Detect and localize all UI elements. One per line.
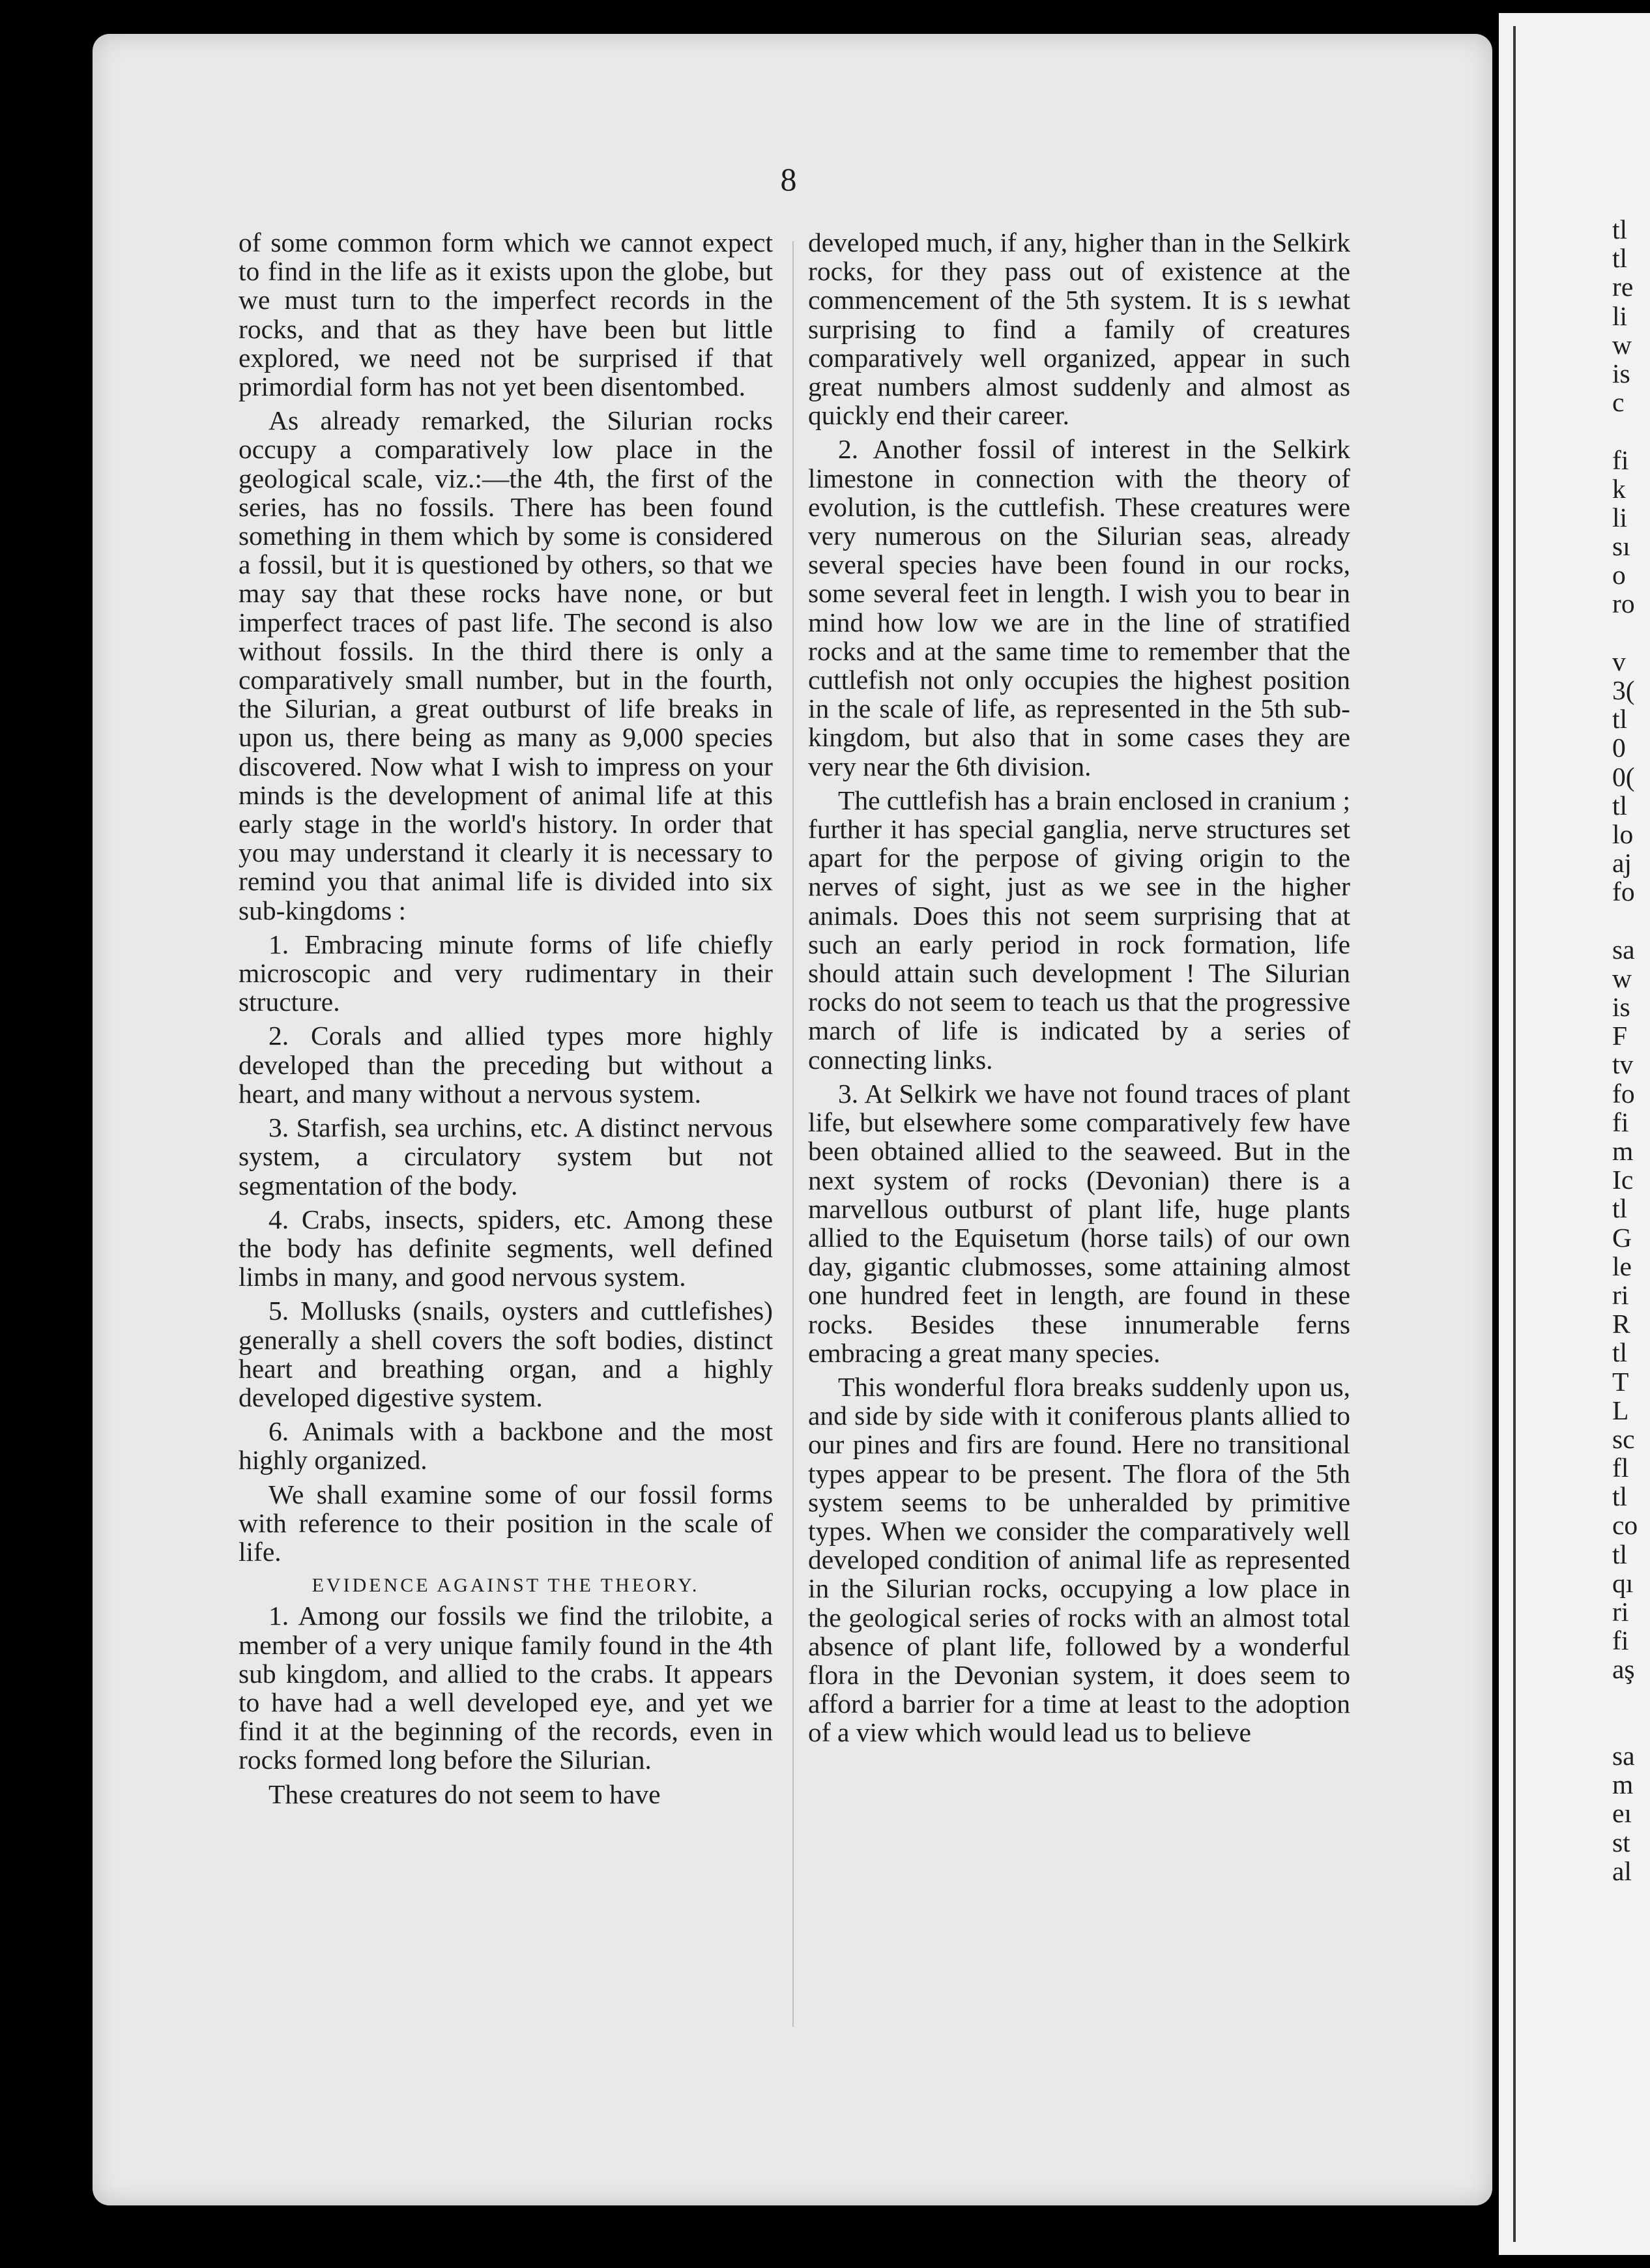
- edge-fragment: al: [1612, 1855, 1632, 1885]
- paragraph: The cuttlefish has a brain enclosed in cranium ; further it has special ganglia, nerve structures set apart for the perpose of giving origin to the nerves of sight, just as we see in the higher animals. Does this not seem surprising that at such an early period in rock formation, life should attain such development ! The Silurian rocks do not seem to teach us that the progressive march of life is indicated by a series of connecting links.: [808, 785, 1350, 1075]
- edge-fragment: is: [1612, 358, 1630, 388]
- paragraph: 6. Animals with a backbone and the most highly organized.: [239, 1416, 773, 1476]
- edge-fragment: v: [1612, 646, 1626, 676]
- paragraph: 1. Embracing minute forms of life chiefly microscopic and very rudimentary in their structure.: [239, 929, 773, 1017]
- edge-fragment: fl: [1612, 1453, 1629, 1483]
- paragraph: 3. At Selkirk we have not found traces of plant life, but elsewhere some comparatively few have been obtained allied to the seaweed. But in the next system of rocks (Devonian) there is a marvellous outburst of plant life, huge plants allied to the Equisetum (horse tails) of our own day, gigantic clubmosses, some attaining almost one hundred feet in length, are found in these rocks. Besides these innumerable ferns embracing a great many species.: [808, 1078, 1350, 1368]
- left-text-column: [239, 228, 773, 1814]
- edge-fragment: st: [1612, 1827, 1630, 1857]
- edge-fragment: [1612, 1713, 1650, 1741]
- edge-fragment: w: [1612, 329, 1632, 360]
- edge-fragment: fi: [1612, 1107, 1629, 1137]
- page-number: 8: [780, 161, 797, 197]
- edge-fragment: re: [1612, 272, 1634, 302]
- edge-fragment: m: [1612, 1136, 1634, 1166]
- paragraph: As already remarked, the Silurian rocks occupy a comparatively low place in the geological scale, viz.:—the 4th, the first of the series, has no fossils. There has been found something in them which by some is considered a fossil, but it is questioned by others, so that we may say that these rocks have none, or but imperfect traces of past life. The second is also without fossils. In the third there is only a comparatively small number, but in the fourth, the Silurian, a great outburst of life breaks in upon us, there being as many as 9,000 species discovered. Now what I wish to impress on your minds is the development of animal life at this early stage in the world's history. In order that you may understand it clearly it is necessary to remind you that animal life is divided into six sub-kingdoms :: [239, 405, 773, 925]
- paragraph: 4. Crabs, insects, spiders, etc. Among these the body has definite segments, well defined limbs in many, and good nervous system.: [239, 1204, 773, 1292]
- edge-fragment: w: [1612, 963, 1632, 993]
- paragraph: We shall examine some of our fossil forms with reference to their position in the scale of life.: [239, 1479, 773, 1567]
- edge-fragment: sa: [1612, 934, 1635, 965]
- paragraph: These creatures do not seem to have: [268, 1779, 661, 1809]
- paragraph: 1. Among our fossils we find the trilobite, a member of a very unique family found in the 4th sub kingdom, and allied to the crabs. It appears to have had a well developed eye, and yet we find it at the beginning of the records, even in rocks formed long before the Silurian.: [239, 1601, 773, 1775]
- edge-fragment: is: [1612, 992, 1630, 1023]
- edge-fragment: k: [1612, 473, 1626, 504]
- edge-fragment: ri: [1612, 1279, 1629, 1310]
- edge-fragment: [1612, 907, 1650, 935]
- right-text-column: [808, 228, 1350, 1752]
- edge-fragment: tl: [1612, 1481, 1628, 1512]
- paragraph: 3. Starfish, sea urchins, etc. A distinct nervous system, a circulatory system but not segmentation of the body.: [239, 1112, 773, 1200]
- edge-fragment: L: [1612, 1395, 1629, 1425]
- edge-fragment: tl: [1612, 704, 1628, 734]
- paragraph: of some common form which we cannot expect to find in the life as it exists upon the globe, but we must turn to the imperfect records in the rocks, and that as they have been but little explored, we need not be surprised if that primordial form has not yet been disentombed.: [239, 227, 773, 402]
- edge-fragment: aş: [1612, 1654, 1635, 1685]
- edge-fragment: [1612, 416, 1650, 445]
- paragraph: 5. Mollusks (snails, oysters and cuttlefishes) generally a shell covers the soft bodies, distinct heart and breathing organ, and a highly developed digestive system.: [239, 1296, 773, 1412]
- edge-fragment: tl: [1612, 1337, 1628, 1368]
- edge-fragment: Ic: [1612, 1165, 1634, 1195]
- edge-fragment: lo: [1612, 819, 1634, 849]
- edge-fragment: 3(: [1612, 675, 1635, 705]
- edge-fragment: li: [1612, 502, 1628, 532]
- edge-fragment: tl: [1612, 1539, 1628, 1569]
- edge-fragment: o: [1612, 560, 1626, 590]
- edge-fragment: tl: [1612, 243, 1628, 274]
- edge-fragment: [1612, 618, 1650, 647]
- edge-fragment: aj: [1612, 848, 1632, 879]
- edge-fragment: T: [1612, 1366, 1629, 1397]
- edge-fragment: tv: [1612, 1049, 1634, 1080]
- edge-fragment: c: [1612, 387, 1625, 418]
- edge-fragment: R: [1612, 1309, 1630, 1339]
- edge-fragment: co: [1612, 1510, 1638, 1541]
- edge-fragment: tl: [1612, 215, 1628, 244]
- edge-fragment: sc: [1612, 1423, 1635, 1454]
- edge-fragment: 0(: [1612, 761, 1635, 792]
- section-heading: EVIDENCE AGAINST THE THEORY.: [311, 1575, 700, 1597]
- edge-fragment: fo: [1612, 1078, 1635, 1109]
- adjacent-page-text-fragments: [1612, 215, 1650, 1885]
- paragraph: This wonderful flora breaks suddenly upon us, and side by side with it coniferous plants allied to our pines and firs are found. Here no transitional types appear to be present. The flora of the 5th system seems to be unheralded by primitive types. When we consider the comparatively well developed condition of animal life as represented in the Silurian rocks, occupying a low place in the geological series of rocks with an almost total absence of plant life, followed by a wonderful flora in the Devonian system, it does seem to afford a barrier for a time at least to the adoption of a view which would lead us to believe: [808, 1371, 1350, 1748]
- edge-fragment: tl: [1612, 1193, 1628, 1224]
- edge-fragment: ri: [1612, 1597, 1629, 1627]
- edge-fragment: eı: [1612, 1798, 1632, 1829]
- edge-fragment: G: [1612, 1222, 1632, 1253]
- edge-fragment: 0: [1612, 733, 1626, 763]
- paragraph: 2. Corals and allied types more highly developed than the preceding but without a heart, and many without a nervous system.: [239, 1021, 773, 1109]
- edge-fragment: sa: [1612, 1740, 1635, 1771]
- paragraph: developed much, if any, higher than in the Selkirk rocks, for they pass out of existence at the commencement of the 5th system. It is s ıewhat surprising to find a family of creatures comparatively well organized, appear in such great numbers almost suddenly and almost as quickly end their career.: [808, 227, 1350, 431]
- edge-fragment: fi: [1612, 444, 1629, 475]
- edge-fragment: m: [1612, 1769, 1634, 1800]
- edge-fragment: fo: [1612, 877, 1635, 907]
- edge-fragment: [1612, 1684, 1650, 1713]
- edge-fragment: F: [1612, 1021, 1628, 1051]
- edge-fragment: qı: [1612, 1567, 1634, 1598]
- paragraph: 2. Another fossil of interest in the Selkirk limestone in connection with the theory of evolution, is the cuttlefish. These creatures were very numerous on the Silurian seas, already several species have been found in our rocks, some several feet in length. I wish you to bear in mind how low we are in the line of stratified rocks and at the same time to remember that the cuttlefish not only occupies the highest position in the scale of life, as represented in the 5th sub-kingdom, but also that in some cases they are very near the 6th division.: [808, 434, 1350, 781]
- column-divider: [792, 241, 794, 2027]
- edge-fragment: fi: [1612, 1625, 1629, 1656]
- page-fold-line: [1513, 26, 1516, 2242]
- edge-fragment: ro: [1612, 589, 1635, 619]
- edge-fragment: le: [1612, 1251, 1632, 1281]
- edge-fragment: li: [1612, 300, 1628, 331]
- edge-fragment: sı: [1612, 531, 1630, 562]
- edge-fragment: tl: [1612, 790, 1628, 821]
